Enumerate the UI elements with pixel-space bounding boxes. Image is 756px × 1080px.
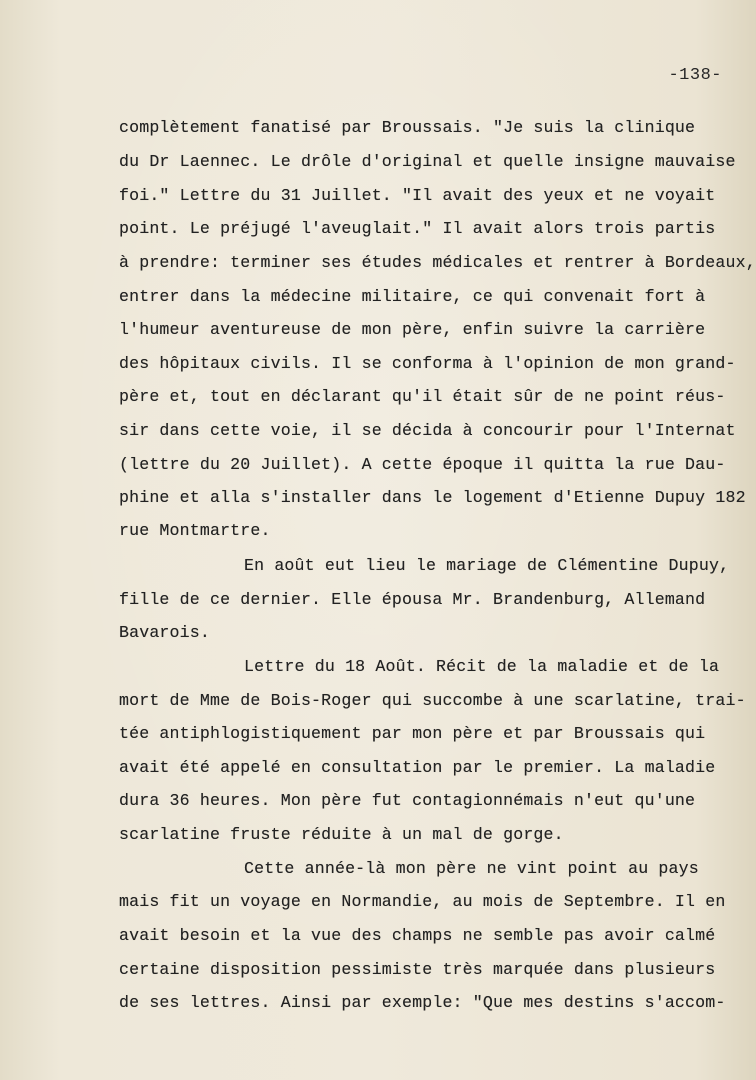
text-line: dura 36 heures. Mon père fut contagionnémais n'eut qu'une xyxy=(119,791,696,810)
text-line: fille de ce dernier. Elle épousa Mr. Brandenburg, Allemand xyxy=(119,590,706,609)
text-line: avait été appelé en consultation par le premier. La maladie xyxy=(119,758,716,777)
text-line: du Dr Laennec. Le drôle d'original et quelle insigne mauvaise xyxy=(119,152,736,171)
text-line: des hôpitaux civils. Il se conforma à l'opinion de mon grand- xyxy=(119,354,736,373)
page-number: -138- xyxy=(668,66,722,85)
text-line: sir dans cette voie, il se décida à concourir pour l'Internat xyxy=(119,421,736,440)
text-line: à prendre: terminer ses études médicales et rentrer à Bordeaux, xyxy=(119,253,756,272)
text-line: scarlatine fruste réduite à un mal de gorge. xyxy=(119,825,564,844)
text-line: Lettre du 18 Août. Récit de la maladie et de la xyxy=(244,657,720,676)
text-line: En août eut lieu le mariage de Clémentine Dupuy, xyxy=(244,556,730,575)
text-line: point. Le préjugé l'aveuglait." Il avait alors trois partis xyxy=(119,219,716,238)
text-line: tée antiphlogistiquement par mon père et par Broussais qui xyxy=(119,724,706,743)
text-line: foi." Lettre du 31 Juillet. "Il avait des yeux et ne voyait xyxy=(119,186,716,205)
text-line: père et, tout en déclarant qu'il était sûr de ne point réus- xyxy=(119,387,726,406)
text-line: l'humeur aventureuse de mon père, enfin suivre la carrière xyxy=(119,320,706,339)
text-line: avait besoin et la vue des champs ne semble pas avoir calmé xyxy=(119,926,716,945)
text-line: mais fit un voyage en Normandie, au mois de Septembre. Il en xyxy=(119,892,726,911)
text-line: phine et alla s'installer dans le logement d'Etienne Dupuy 182 xyxy=(119,488,746,507)
text-line: entrer dans la médecine militaire, ce qui convenait fort à xyxy=(119,287,706,306)
text-line: complètement fanatisé par Broussais. "Je suis la clinique xyxy=(119,118,696,137)
text-line: rue Montmartre. xyxy=(119,521,271,540)
text-line: de ses lettres. Ainsi par exemple: "Que mes destins s'accom- xyxy=(119,993,726,1012)
text-line: mort de Mme de Bois-Roger qui succombe à une scarlatine, trai- xyxy=(119,691,746,710)
text-line: certaine disposition pessimiste très marquée dans plusieurs xyxy=(119,960,716,979)
text-line: (lettre du 20 Juillet). A cette époque il quitta la rue Dau- xyxy=(119,455,726,474)
text-line: Bavarois. xyxy=(119,623,210,642)
text-line: Cette année-là mon père ne vint point au pays xyxy=(244,859,699,878)
